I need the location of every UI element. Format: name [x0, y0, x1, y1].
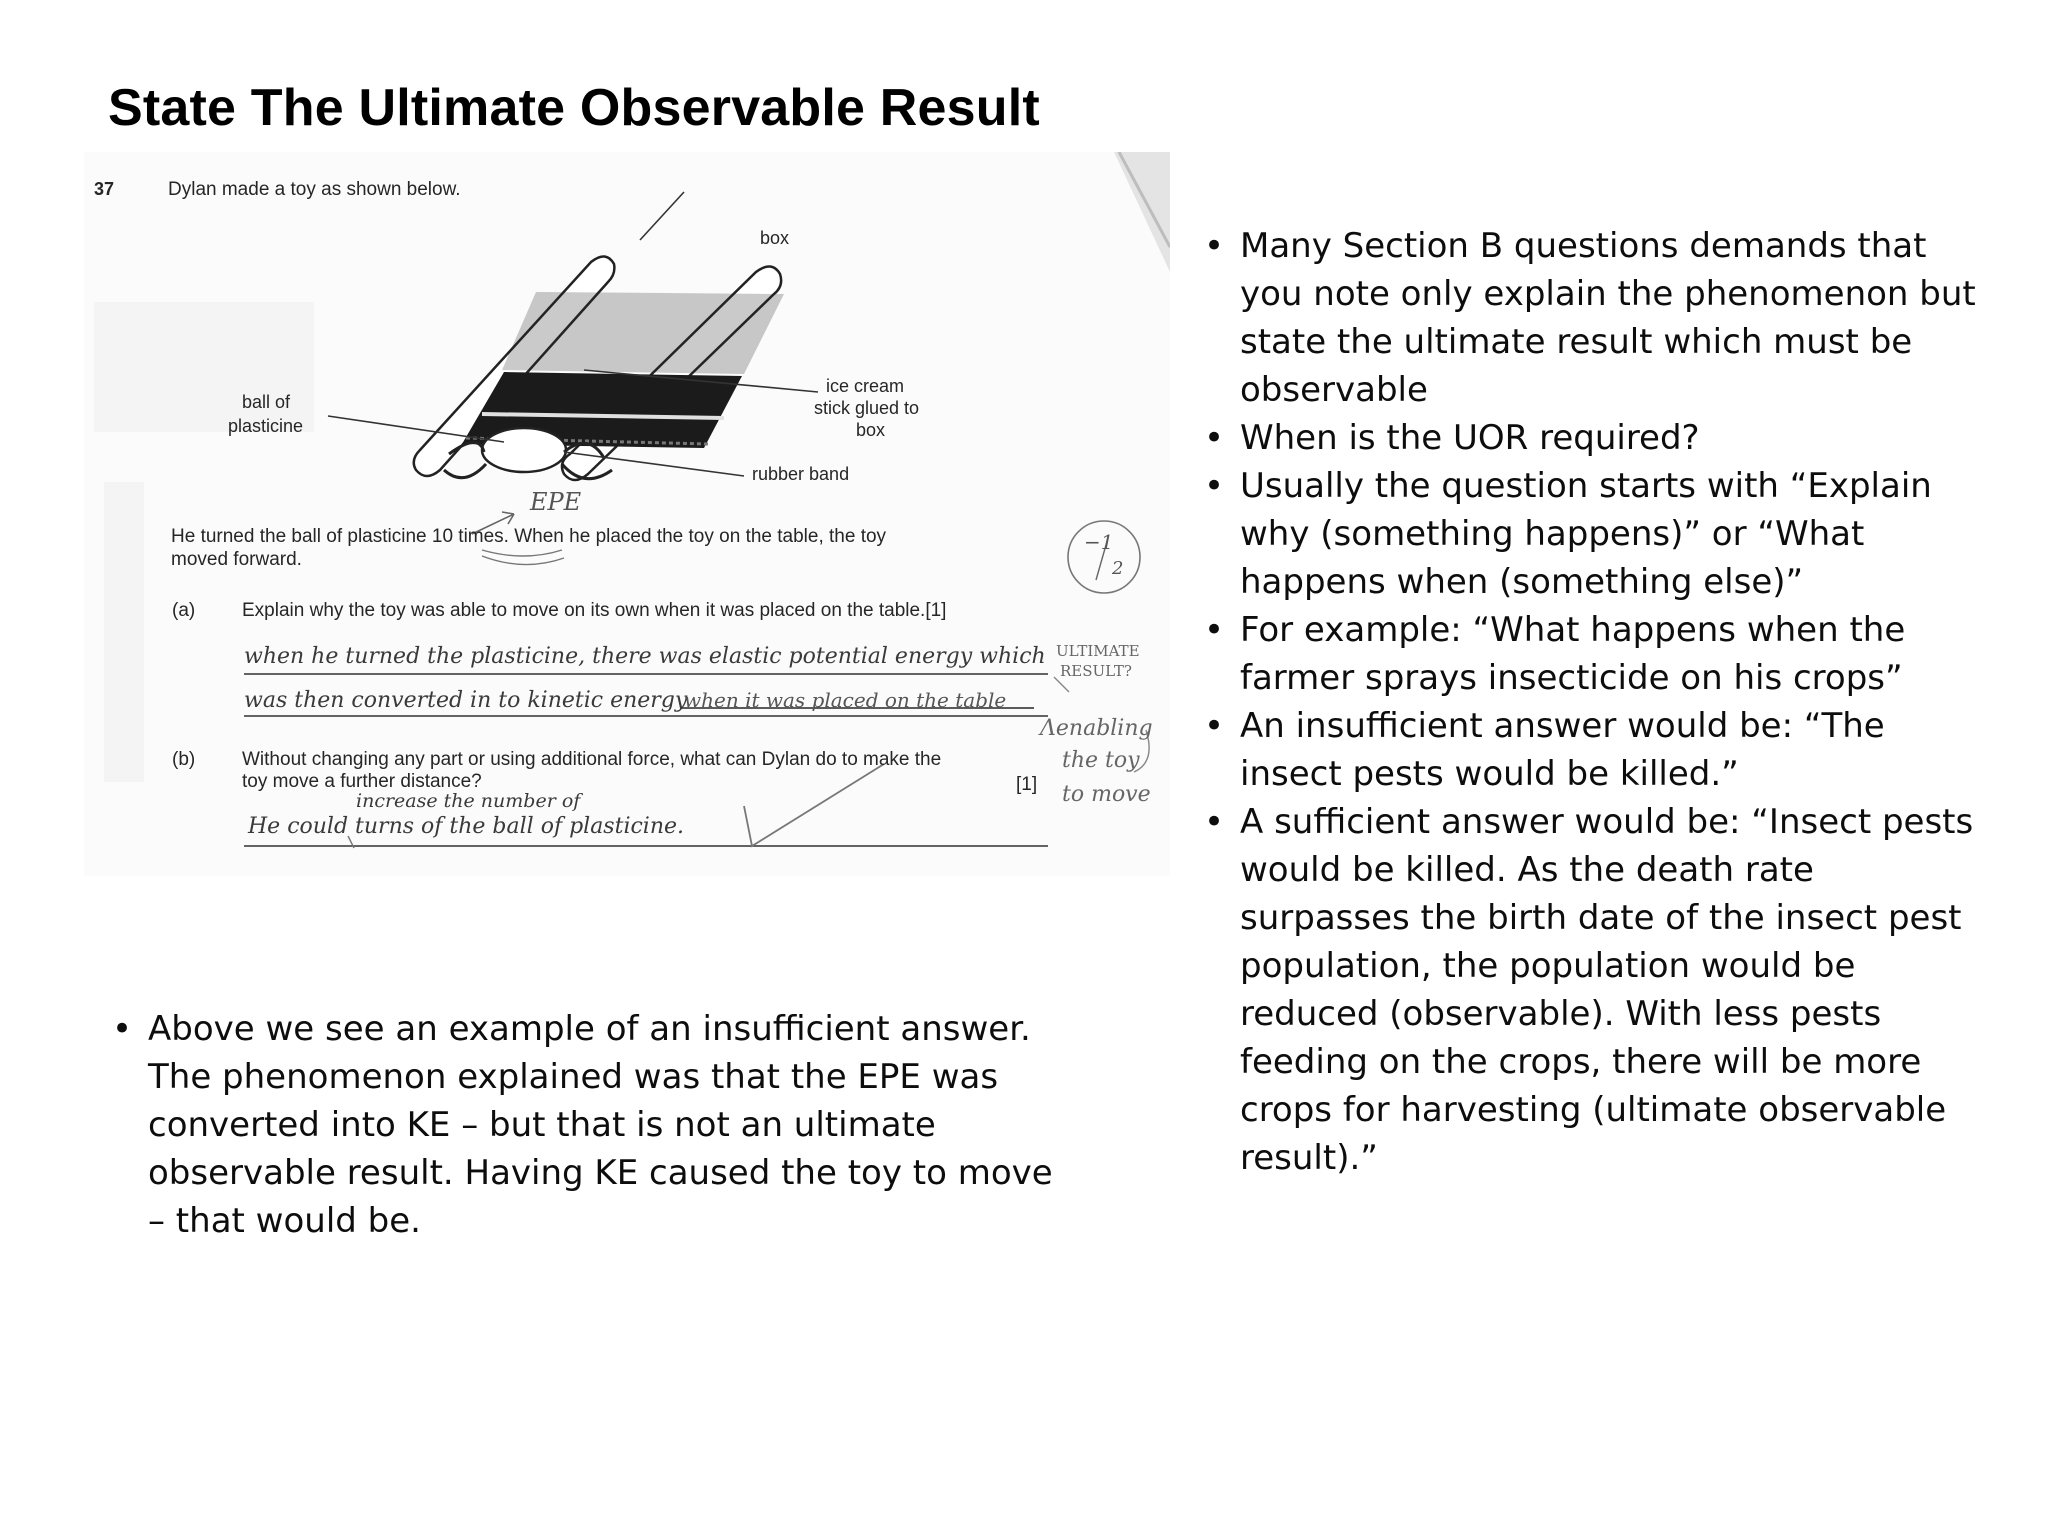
bullet-item [1204, 462, 1990, 606]
annotation-the-toy: the toy [1062, 748, 1140, 773]
label-plasticine-2: plasticine [228, 416, 304, 436]
slide-title: State The Ultimate Observable Result [108, 79, 1040, 137]
part-a-answer-line2: was then converted in to kinetic energy [244, 688, 688, 713]
bullet-text: For example: “What happens when the farmer sprays insecticide on his crops” [1240, 610, 1906, 698]
bullet-dot: • [1204, 466, 1225, 506]
annotation-result: RESULT? [1060, 662, 1132, 680]
label-rubber-band: rubber band [752, 464, 850, 484]
tick-mark [744, 764, 884, 846]
bullet-dot: • [1204, 418, 1225, 458]
part-b-answer-insert: increase the number of [356, 790, 581, 812]
bullet-text: Many Section B questions demands that you note only explain the phenomenon but state the ultimate result which must be observable [1240, 226, 1976, 410]
bullet-dot: • [1204, 706, 1225, 746]
part-a-answer-struck: when it was placed on the table [684, 688, 1007, 712]
bottom-bullet-list [112, 1005, 1068, 1245]
annotation-score-top: −1 [1084, 530, 1114, 554]
bullet-item [1204, 702, 1990, 798]
part-b-question-line1: Without changing any part or using additional force, what can Dylan do to make the [242, 749, 942, 770]
label-ice-cream-3: box [856, 420, 886, 440]
scanned-worksheet [84, 152, 1170, 876]
bullet-item [112, 1005, 1068, 1245]
bullet-dot: • [112, 1009, 133, 1049]
right-bullet-list [1204, 222, 1990, 1182]
bullet-text: When is the UOR required? [1240, 418, 1700, 458]
question-stem-line2: moved forward. [171, 549, 302, 570]
bullet-dot: • [1204, 226, 1225, 266]
question-stem-line1: He turned the ball of plasticine 10 times. When he placed the toy on the table, the toy [171, 526, 887, 547]
label-plasticine-1: ball of [242, 392, 291, 412]
part-b-answer: He could turns of the ball of plasticine. [248, 814, 685, 839]
part-a-question: Explain why the toy was able to move on its own when it was placed on the table.[1] [242, 600, 947, 621]
annotation-enabling: Λenabling [1040, 716, 1153, 741]
annotation-score-bottom: 2 [1112, 558, 1124, 579]
annotation-ultimate: ULTIMATE [1056, 642, 1140, 660]
plasticine-ball [482, 428, 566, 472]
bullet-dot: • [1204, 610, 1225, 650]
bullet-text: A sufficient answer would be: “Insect pests would be killed. As the death rate surpasses the birth date of the insect pest population, the population would be reduced (observable). With less pests feeding on the crops, there will be more crops for harvesting (ultimate observable result).” [1240, 802, 1974, 1178]
part-a-label: (a) [172, 600, 196, 621]
annotation-epe: EPE [530, 488, 582, 516]
part-b-label: (b) [172, 749, 196, 770]
bullet-item [1204, 222, 1990, 414]
part-b-question-line2: toy move a further distance? [242, 771, 482, 792]
bullet-text: Above we see an example of an insufficient answer. The phenomenon explained was that the EPE was converted into KE – but that is not an ultimate observable result. Having KE caused the toy to move – that would be. [148, 1009, 1053, 1241]
part-b-marks: [1] [1016, 774, 1038, 795]
bullet-item [1204, 798, 1990, 1182]
bullet-dot: • [1204, 802, 1225, 842]
bullet-item [1204, 606, 1990, 702]
box-shape [462, 292, 784, 448]
bullet-text: An insufficient answer would be: “The insect pests would be killed.” [1240, 706, 1885, 794]
annotation-to-move: to move [1062, 782, 1151, 807]
question-intro: Dylan made a toy as shown below. [168, 179, 461, 200]
bullet-text: Usually the question starts with “Explain why (something happens)” or “What happens when (something else)” [1240, 466, 1932, 602]
question-number: 37 [94, 179, 115, 199]
label-ice-cream-1: ice cream [826, 376, 905, 396]
bullet-item [1204, 414, 1990, 462]
label-box: box [760, 228, 790, 248]
label-ice-cream-2: stick glued to [814, 398, 920, 418]
part-a-answer-line1: when he turned the plasticine, there was elastic potential energy which [244, 644, 1046, 669]
